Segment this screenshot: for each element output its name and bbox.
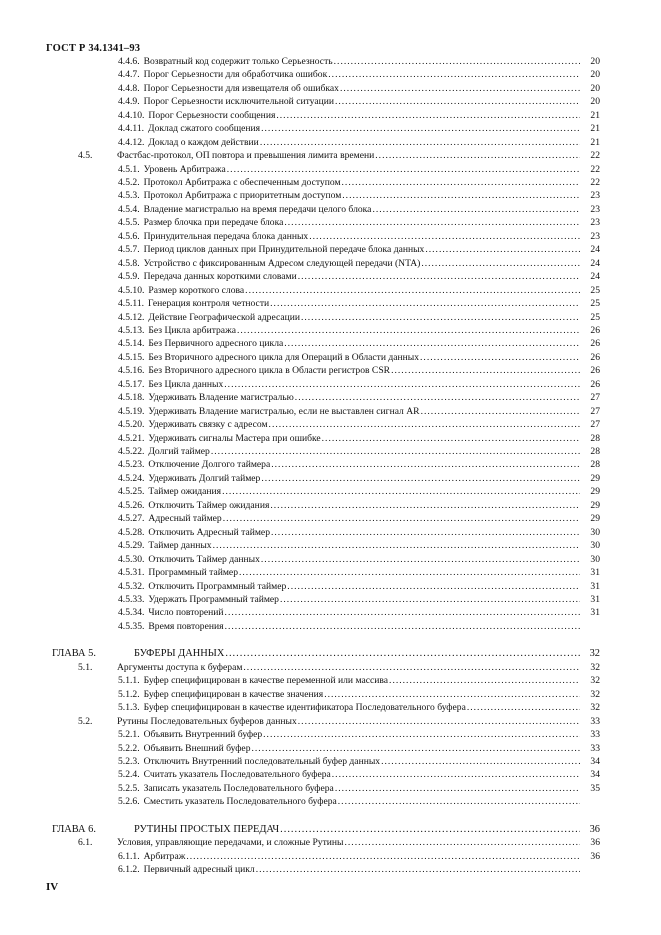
dot-leader: [222, 485, 580, 498]
toc-entry: [0, 163, 600, 176]
toc-entry-number: 4.5.29.: [118, 540, 145, 551]
toc-entry-title: Удерживать Долгий таймер: [148, 473, 261, 484]
toc-entry-page: 23: [590, 204, 600, 215]
toc-entry-number: 4.4.7.: [118, 69, 140, 80]
toc-entry-title: Отключение Долгого таймера: [148, 459, 271, 470]
toc-entry-page: 29: [590, 513, 600, 524]
toc-entry-page: 29: [590, 500, 600, 511]
toc-entry: [0, 728, 600, 741]
toc-entry: [0, 297, 600, 310]
dot-leader: [269, 418, 580, 431]
toc-entry-title: Удержать Программный таймер: [148, 594, 279, 605]
toc-entry-title: РУТИНЫ ПРОСТЫХ ПЕРЕДАЧ: [134, 824, 280, 835]
dot-leader: [420, 351, 580, 364]
dot-leader: [338, 795, 580, 808]
toc-entry: [0, 661, 600, 674]
toc-entry-title: Рутины Последовательных буферов данных: [117, 716, 297, 727]
toc-entry-number: 4.5.34.: [118, 607, 145, 618]
toc-entry-title: Период циклов данных при Принудительной передаче блока данных: [143, 244, 425, 255]
toc-entry-title: Буфер специфицирован в качестве значения: [143, 689, 324, 700]
dot-leader: [342, 189, 580, 202]
dot-leader: [261, 122, 580, 135]
toc-entry-number: 5.1.1.: [118, 675, 140, 686]
toc-entry: [0, 55, 600, 68]
toc-entry-page: 33: [590, 743, 600, 754]
toc-entry-number: 4.5.25.: [118, 486, 145, 497]
toc-entry-title: Удерживать Владение магистралью, если не выставлен сигнал AR: [148, 406, 420, 417]
dot-leader: [280, 823, 580, 836]
toc-entry-title: Протокол Арбитража с приоритетным доступом: [143, 190, 342, 201]
toc-entry-number: 4.5.12.: [118, 312, 145, 323]
toc-entry-number: 4.4.8.: [118, 83, 140, 94]
toc-entry-number: 4.5.6.: [118, 231, 140, 242]
toc-entry-title: Порог Серьезности для извещателя об ошибках: [143, 83, 339, 94]
dot-leader: [332, 768, 580, 781]
toc-entry-page: 36: [590, 851, 600, 862]
dot-leader: [391, 364, 580, 377]
toc-entry-number: 4.5.11.: [118, 298, 145, 309]
toc-entry-number: 5.2.3.: [118, 756, 140, 767]
toc-entry-title: Действие Географической адресации: [148, 312, 300, 323]
dot-leader: [421, 405, 580, 418]
dot-leader: [328, 68, 580, 81]
toc-entry: [0, 284, 600, 297]
toc-entry-number: 4.5.27.: [118, 513, 145, 524]
toc-entry-number: 5.2.4.: [118, 769, 140, 780]
toc-entry-number: 4.4.9.: [118, 96, 140, 107]
toc-entry-title: Объявить Внутренний буфер: [143, 729, 263, 740]
toc-entry: [0, 311, 600, 324]
toc-entry-number: 4.5.13.: [118, 325, 145, 336]
toc-entry: [0, 647, 600, 660]
toc-entry-page: 26: [590, 379, 600, 390]
toc-entry-page: 32: [590, 689, 600, 700]
toc-entry: [0, 472, 600, 485]
toc-entry: [0, 149, 600, 162]
dot-leader: [260, 136, 580, 149]
dot-leader: [280, 593, 580, 606]
toc-entry-number: 6.1.2.: [118, 864, 140, 875]
dot-leader: [270, 297, 580, 310]
dot-leader: [298, 715, 580, 728]
toc-entry-page: 24: [590, 258, 600, 269]
toc-entry-page: 26: [590, 338, 600, 349]
toc-entry-page: 27: [590, 406, 600, 417]
toc-entry-number: 6.1.: [78, 837, 93, 848]
toc-entry-number: 4.4.11.: [118, 123, 145, 134]
toc-entry: [0, 378, 600, 391]
toc-entry: [0, 95, 600, 108]
toc-entry: [0, 823, 600, 836]
toc-entry: [0, 850, 600, 863]
toc-entry-page: 30: [590, 554, 600, 565]
toc-entry-title: Отключить Адресный таймер: [148, 527, 270, 538]
dot-leader: [225, 606, 580, 619]
toc-entry-number: 4.5.1.: [118, 164, 140, 175]
toc-entry-number: 4.5.9.: [118, 271, 140, 282]
toc-entry-page: 32: [590, 675, 600, 686]
dot-leader: [245, 284, 580, 297]
toc-entry-page: 20: [590, 83, 600, 94]
toc-entry: [0, 432, 600, 445]
toc-entry-title: Время повторения: [148, 621, 224, 632]
toc-entry-title: Удерживать сигналы Мастера при ошибке: [148, 433, 321, 444]
toc-entry-title: Устройство с фиксированным Адресом следующей передачи (NTA): [143, 258, 421, 269]
toc-entry: [0, 485, 600, 498]
toc-entry-title: Без Вторичного адресного цикла в Области регистров CSR: [148, 365, 391, 376]
toc-entry-number: 4.5.7.: [118, 244, 140, 255]
toc-entry-title: Удерживать связку с адресом: [148, 419, 268, 430]
toc-entry-title: Владение магистралью на время передачи целого блока: [143, 204, 372, 215]
toc-entry-number: 4.4.10.: [118, 110, 145, 121]
toc-entry-page: 21: [590, 137, 600, 148]
toc-entry: [0, 122, 600, 135]
toc-entry-page: 21: [590, 123, 600, 134]
toc-entry: [0, 688, 600, 701]
dot-leader: [324, 688, 580, 701]
toc-entry-title: Без Цикла данных: [148, 379, 224, 390]
toc-entry: [0, 109, 600, 122]
dot-leader: [225, 647, 580, 660]
toc-entry-page: 28: [590, 459, 600, 470]
dot-leader: [421, 257, 580, 270]
dot-leader: [225, 620, 580, 633]
dot-leader: [237, 324, 580, 337]
toc-entry-page: 25: [590, 285, 600, 296]
toc-entry-page: 26: [590, 352, 600, 363]
dot-leader: [389, 674, 580, 687]
toc-entry-number: 4.5.19.: [118, 406, 145, 417]
toc-entry-page: 20: [590, 96, 600, 107]
dot-leader: [261, 553, 580, 566]
toc-entry-page: 20: [590, 69, 600, 80]
toc-entry-number: 4.5.2.: [118, 177, 140, 188]
toc-entry-page: 22: [590, 177, 600, 188]
toc-entry-number: 4.5.14.: [118, 338, 145, 349]
toc-entry-page: 22: [590, 164, 600, 175]
toc-entry-number: 4.5.31.: [118, 567, 145, 578]
dot-leader: [301, 311, 580, 324]
dot-leader: [287, 580, 580, 593]
toc-entry-number: 5.1.2.: [118, 689, 140, 700]
toc-entry: [0, 620, 600, 633]
toc-entry-title: Отключить Программный таймер: [148, 581, 287, 592]
toc-entry-title: Размер короткого слова: [148, 285, 245, 296]
toc-entry-number: 5.2.: [78, 716, 93, 727]
dot-leader: [334, 55, 580, 68]
toc-entry-title: Доклад сжатого сообщения: [148, 123, 261, 134]
dot-leader: [276, 109, 580, 122]
toc-entry-number: 4.5.17.: [118, 379, 145, 390]
toc-entry-number: 4.5.3.: [118, 190, 140, 201]
toc-entry-page: 29: [590, 473, 600, 484]
toc-entry-page: 30: [590, 540, 600, 551]
toc-entry-title: Уровень Арбитража: [143, 164, 226, 175]
toc-entry: [0, 203, 600, 216]
toc-entry: [0, 553, 600, 566]
toc-entry-page: 34: [590, 769, 600, 780]
toc-entry-page: 29: [590, 486, 600, 497]
toc-entry-number: 4.5.23.: [118, 459, 145, 470]
toc-entry-number: ГЛАВА 6.: [52, 824, 96, 835]
dot-leader: [309, 230, 580, 243]
dot-leader: [425, 243, 580, 256]
toc-entry-page: 28: [590, 446, 600, 457]
toc-entry: [0, 216, 600, 229]
dot-leader: [271, 526, 580, 539]
toc-entry-page: 24: [590, 244, 600, 255]
toc-entry-page: 22: [590, 150, 600, 161]
toc-entry-number: 4.5.35.: [118, 621, 145, 632]
toc-entry-number: 5.2.2.: [118, 743, 140, 754]
dot-leader: [340, 82, 580, 95]
toc-entry-number: 4.5.15.: [118, 352, 145, 363]
toc-entry-title: Порог Серьезности сообщения: [148, 110, 276, 121]
toc-entry-title: Отключить Внутренний последовательный буфер данных: [143, 756, 381, 767]
toc-entry-number: 4.5.33.: [118, 594, 145, 605]
dot-leader: [381, 755, 580, 768]
dot-leader: [271, 458, 580, 471]
toc-entry-page: 34: [590, 756, 600, 767]
toc-entry: [0, 593, 600, 606]
toc-entry: [0, 82, 600, 95]
toc-entry-page: 27: [590, 392, 600, 403]
toc-entry-page: 23: [590, 217, 600, 228]
toc-entry-title: Число повторений: [148, 607, 224, 618]
toc-entry-title: Таймер ожидания: [148, 486, 222, 497]
toc-entry: [0, 230, 600, 243]
dot-leader: [224, 378, 580, 391]
toc-entry: [0, 270, 600, 283]
toc-entry: [0, 566, 600, 579]
toc-entry: [0, 782, 600, 795]
toc-entry-page: 32: [589, 648, 600, 659]
toc-entry: [0, 391, 600, 404]
dot-leader: [261, 472, 580, 485]
toc-entry-title: Сместить указатель Последовательного буфера: [143, 796, 337, 807]
dot-leader: [223, 512, 580, 525]
toc-entry-page: 25: [590, 298, 600, 309]
toc-entry-page: 31: [590, 594, 600, 605]
dot-leader: [322, 432, 580, 445]
toc-entry-number: 4.5.20.: [118, 419, 145, 430]
document-header: ГОСТ Р 34.1341–93: [46, 43, 141, 54]
toc-entry-number: 4.5.32.: [118, 581, 145, 592]
toc-entry: [0, 755, 600, 768]
toc-entry-number: ГЛАВА 5.: [52, 648, 96, 659]
toc-entry: [0, 512, 600, 525]
dot-leader: [375, 149, 580, 162]
toc-entry-title: Буфер специфицирован в качестве переменной или массива: [143, 675, 389, 686]
toc-entry-page: 31: [590, 581, 600, 592]
toc-entry-number: 5.2.6.: [118, 796, 140, 807]
toc-entry: [0, 795, 600, 808]
toc-entry-title: Арбитраж: [143, 851, 186, 862]
dot-leader: [239, 566, 580, 579]
toc-entry-title: Без Цикла арбитража: [148, 325, 236, 336]
toc-entry: [0, 674, 600, 687]
toc-entry-number: 4.5.28.: [118, 527, 145, 538]
dot-leader: [227, 163, 580, 176]
toc-entry-number: 4.4.6.: [118, 56, 140, 67]
toc-entry-page: 25: [590, 312, 600, 323]
dot-leader: [284, 337, 580, 350]
toc-entry-number: 4.5.24.: [118, 473, 145, 484]
toc-entry-page: 33: [590, 716, 600, 727]
toc-entry-number: 4.5.18.: [118, 392, 145, 403]
toc-entry-title: Записать указатель Последовательного буфера: [143, 783, 334, 794]
dot-leader: [372, 203, 580, 216]
toc-entry-page: 36: [590, 837, 600, 848]
toc-entry-title: Без Первичного адресного цикла: [148, 338, 284, 349]
toc-entry-page: 36: [589, 824, 600, 835]
toc-entry-number: 4.5.5.: [118, 217, 140, 228]
toc-entry-page: 32: [590, 702, 600, 713]
toc-entry-page: 23: [590, 190, 600, 201]
dot-leader: [345, 836, 581, 849]
toc-entry-page: 26: [590, 365, 600, 376]
toc-entry-number: 4.5.21.: [118, 433, 145, 444]
toc-entry-page: 21: [590, 110, 600, 121]
toc-entry-page: 31: [590, 567, 600, 578]
toc-entry-title: Программный таймер: [148, 567, 238, 578]
toc-entry-title: Буфер специфицирован в качестве идентификатора Последовательного буфера: [143, 702, 466, 713]
toc-entry-number: 4.5.16.: [118, 365, 145, 376]
toc-entry-title: Таймер данных: [148, 540, 212, 551]
dot-leader: [467, 701, 580, 714]
dot-leader: [211, 445, 580, 458]
toc-entry: [0, 136, 600, 149]
dot-leader: [335, 95, 580, 108]
page-number: IV: [46, 881, 59, 893]
toc-entry: [0, 445, 600, 458]
toc-entry: [0, 324, 600, 337]
toc-entry-page: 35: [590, 783, 600, 794]
toc-entry: [0, 405, 600, 418]
toc-entry-title: Принудительная передача блока данных: [143, 231, 309, 242]
toc-entry-number: 4.5.10.: [118, 285, 145, 296]
toc-entry: [0, 701, 600, 714]
toc-entry-title: Доклад о каждом действии: [148, 137, 259, 148]
dot-leader: [335, 782, 580, 795]
toc-entry-title: Удерживать Владение магистралью: [148, 392, 294, 403]
toc-entry: [0, 458, 600, 471]
toc-entry-number: 5.2.5.: [118, 783, 140, 794]
toc-entry-number: 4.4.12.: [118, 137, 145, 148]
toc-entry-number: 6.1.1.: [118, 851, 140, 862]
toc-entry-title: БУФЕРЫ ДАННЫХ: [134, 648, 225, 659]
toc-entry: [0, 539, 600, 552]
toc-entry-page: 33: [590, 729, 600, 740]
toc-entry-title: Считать указатель Последовательного буфера: [143, 769, 331, 780]
toc-entry: [0, 243, 600, 256]
toc-entry-number: 4.5.26.: [118, 500, 145, 511]
dot-leader: [256, 863, 580, 876]
toc-entry-title: Фастбас-протокол, ОП повтора и превышения лимита времени: [117, 150, 375, 161]
toc-entry-title: Генерация контроля четности: [148, 298, 270, 309]
toc-entry-number: 5.1.: [78, 662, 93, 673]
toc-entry-title: Аргументы доступа к буферам: [117, 662, 243, 673]
toc-entry: [0, 863, 600, 876]
toc-entry: [0, 364, 600, 377]
toc-entry-title: Без Вторичного адресного цикла для Операций в Области данных: [148, 352, 420, 363]
toc-entry-title: Объявить Внешний буфер: [143, 743, 251, 754]
toc-entry: [0, 768, 600, 781]
dot-leader: [213, 539, 580, 552]
dot-leader: [295, 391, 580, 404]
dot-leader: [186, 850, 580, 863]
toc-entry: [0, 176, 600, 189]
toc-entry: [0, 526, 600, 539]
toc-entry-number: 5.1.3.: [118, 702, 140, 713]
toc-entry-page: 32: [590, 662, 600, 673]
toc-entry: [0, 418, 600, 431]
toc-entry-page: 23: [590, 231, 600, 242]
toc-entry: [0, 257, 600, 270]
toc-entry-number: 4.5.8.: [118, 258, 140, 269]
toc-entry-page: 30: [590, 527, 600, 538]
toc-entry: [0, 836, 600, 849]
dot-leader: [263, 728, 580, 741]
toc-entry: [0, 742, 600, 755]
toc-entry-title: Порог Серьезности исключительной ситуации: [143, 96, 334, 107]
toc-entry-title: Отключить Таймер ожидания: [148, 500, 270, 511]
toc-entry-number: 4.5.4.: [118, 204, 140, 215]
toc-entry-title: Первичный адресный цикл: [143, 864, 255, 875]
dot-leader: [243, 661, 580, 674]
toc-entry: [0, 189, 600, 202]
toc-entry: [0, 606, 600, 619]
toc-entry: [0, 337, 600, 350]
toc-entry-page: 27: [590, 419, 600, 430]
toc-entry: [0, 499, 600, 512]
toc-entry-title: Отключить Таймер данных: [148, 554, 260, 565]
dot-leader: [298, 270, 580, 283]
toc-entry-number: 4.5.22.: [118, 446, 145, 457]
dot-leader: [252, 742, 581, 755]
dot-leader: [284, 216, 580, 229]
toc-entry-title: Протокол Арбитража с обеспеченным доступом: [143, 177, 341, 188]
toc-entry-title: Возвратный код содержит только Серьезность: [143, 56, 333, 67]
toc-entry-number: 4.5.: [78, 150, 93, 161]
toc-entry-title: Долгий таймер: [148, 446, 210, 457]
toc-entry-page: 20: [590, 56, 600, 67]
toc-entry-number: 4.5.30.: [118, 554, 145, 565]
toc-entry-title: Передача данных короткими словами: [143, 271, 297, 282]
toc-entry-page: 31: [590, 607, 600, 618]
toc-entry-title: Условия, управляющие передачами, и сложные Рутины: [117, 837, 344, 848]
toc-entry-page: 26: [590, 325, 600, 336]
dot-leader: [270, 499, 580, 512]
toc-entry-number: 5.2.1.: [118, 729, 140, 740]
toc-entry-title: Размер блочка при передаче блока: [143, 217, 284, 228]
toc-entry: [0, 580, 600, 593]
toc-entry-page: 24: [590, 271, 600, 282]
toc-entry: [0, 715, 600, 728]
toc-entry: [0, 351, 600, 364]
dot-leader: [342, 176, 580, 189]
toc-entry: [0, 68, 600, 81]
toc-entry-title: Порог Серьезности для обработчика ошибок: [143, 69, 328, 80]
toc-entry-title: Адресный таймер: [148, 513, 222, 524]
toc-entry-page: 28: [590, 433, 600, 444]
